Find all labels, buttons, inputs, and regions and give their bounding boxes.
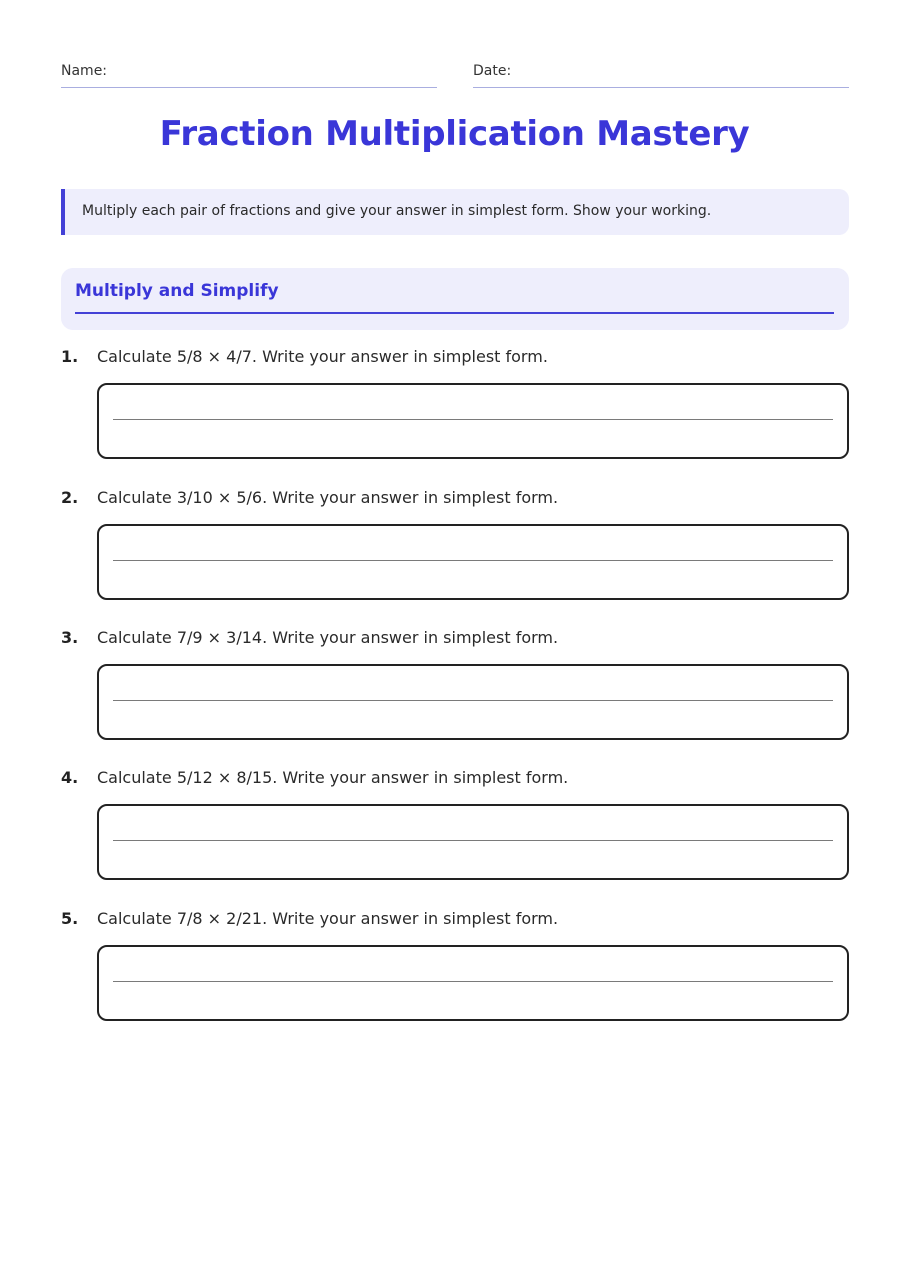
- question-text: Calculate 3/10 × 5/6. Write your answer in simplest form.: [97, 488, 559, 507]
- worksheet-title: Fraction Multiplication Mastery: [159, 114, 750, 154]
- question-text: Calculate 5/12 × 8/15. Write your answer in simplest form.: [97, 768, 569, 787]
- question-text: Calculate 7/9 × 3/14. Write your answer in simplest form.: [97, 628, 559, 647]
- answer-line: [113, 981, 833, 982]
- question-3: [61, 627, 849, 740]
- instructions-panel: [61, 189, 849, 235]
- date-label: Date:: [473, 63, 512, 79]
- answer-box[interactable]: [97, 383, 849, 459]
- answer-box[interactable]: [97, 945, 849, 1021]
- section-title: Multiply and Simplify: [75, 280, 834, 314]
- student-info-fields: [61, 62, 849, 88]
- question-text: Calculate 5/8 × 4/7. Write your answer in simplest form.: [97, 347, 548, 366]
- section-header: [61, 268, 849, 330]
- question-2: [61, 487, 849, 600]
- question-number: 3.: [61, 628, 79, 647]
- question-number: 2.: [61, 488, 79, 507]
- question-1: [61, 346, 849, 459]
- answer-line: [113, 700, 833, 701]
- question-number: 5.: [61, 909, 79, 928]
- question-number: 4.: [61, 768, 79, 787]
- answer-box[interactable]: [97, 524, 849, 600]
- question-4: [61, 767, 849, 880]
- question-number: 1.: [61, 347, 79, 366]
- question-text: Calculate 7/8 × 2/21. Write your answer in simplest form.: [97, 909, 559, 928]
- answer-line: [113, 840, 833, 841]
- answer-box[interactable]: [97, 804, 849, 880]
- instructions-text: Multiply each pair of fractions and give your answer in simplest form. Show your working.: [82, 203, 712, 219]
- answer-line: [113, 419, 833, 420]
- date-field[interactable]: [473, 62, 849, 88]
- question-5: [61, 908, 849, 1021]
- answer-line: [113, 560, 833, 561]
- answer-box[interactable]: [97, 664, 849, 740]
- name-field[interactable]: [61, 62, 437, 88]
- name-label: Name:: [61, 63, 108, 79]
